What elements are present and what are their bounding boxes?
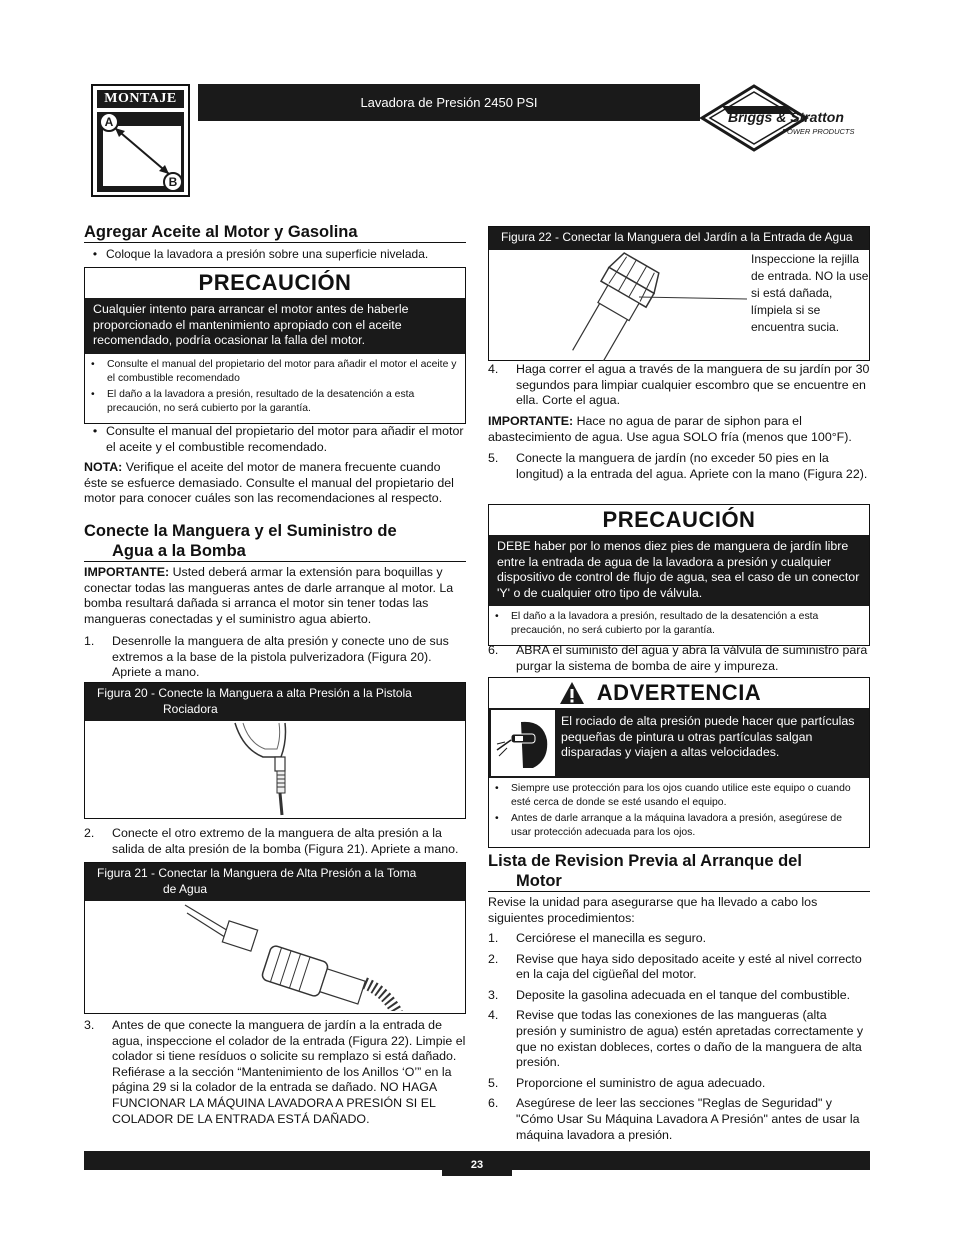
spray-gun-illustration bbox=[85, 721, 465, 817]
list-item: 1. Cerciórese el manecilla es seguro. bbox=[488, 931, 707, 945]
warning-heading: ADVERTENCIA bbox=[489, 678, 869, 708]
briggs-stratton-logo bbox=[698, 84, 870, 154]
checklist-intro: Revise la unidad para asegurarse que ha llevado a cabo los siguientes procedimientos: bbox=[488, 895, 818, 925]
caution-box-oil bbox=[84, 267, 466, 424]
checklist bbox=[488, 931, 870, 1143]
important-paragraph: IMPORTANTE: Hace no agua de parar de siphon para el abastecimiento de agua. Use agua SOLO fría (menos que 100°F). bbox=[488, 414, 852, 444]
list-item: 3. Deposite la gasolina adecuada en el tanque del combustible. bbox=[488, 987, 851, 1002]
warning-triangle-icon bbox=[559, 681, 585, 705]
figure-22 bbox=[488, 226, 870, 361]
caution-body: DEBE haber por lo menos diez pies de manguera de jardín libre entre la entrada de agua de la lavadora a presión y cualquier dispositivo de control de flujo de agua, sea el caso de un conector 'Y' o de cualquier otro tipo de válvula. bbox=[489, 535, 869, 606]
page-title: Lavadora de Presión 2450 PSI bbox=[198, 84, 700, 121]
caution-heading: PRECAUCIÓN bbox=[602, 507, 756, 532]
logo-text: Briggs & Stratton bbox=[728, 109, 844, 125]
section-title-water: Conecte la Manguera y el Suministro de Agua a la Bomba bbox=[84, 522, 397, 560]
list-item: 2. Revise que haya sido depositado aceite y esté al nivel correcto en la caja del cigüeñal del motor. bbox=[488, 951, 862, 982]
list-item: 4. Revise que todas las conexiones de las mangueras (alta presión y suministro de agua) estén apretadas correctamente y que no existan dobleces, cortes o daño de la manguera de alta presión. bbox=[488, 1008, 864, 1070]
assembly-icon bbox=[97, 112, 184, 192]
divider bbox=[84, 561, 466, 562]
caution-body: Cualquier intento para arrancar el motor antes de haberle proporcionado el mantenimiento apropiado con el aceite recomendado, podría ocasionar la falla del motor. bbox=[85, 298, 465, 354]
caution-heading: PRECAUCIÓN bbox=[198, 270, 352, 295]
step-1: 1. Desenrolle la manguera de alta presión y conecte uno de sus extremos a la base de la pistola pulverizadora (Figura 20). Apriete a mano. bbox=[84, 634, 449, 680]
badge-a: A bbox=[104, 115, 114, 129]
list-item: • Consulte el manual del propietario del motor para añadir el motor el aceite y el combustible recomendado bbox=[91, 358, 457, 384]
step-2: 2. Conecte el otro extremo de la manguera de alta presión a la salida de alta presión de la bomba (Figura 21). Apriete a mano. bbox=[84, 826, 459, 856]
list-item: • El daño a la lavadora a presión, resultado de la desatención a esta precaución, no será cubierto por la garantía. bbox=[91, 388, 415, 414]
figure-20 bbox=[84, 682, 466, 819]
logo-sub: POWER PRODUCTS bbox=[782, 127, 855, 136]
caution-items bbox=[85, 354, 465, 423]
figure-21 bbox=[84, 862, 466, 1014]
warning-body: El rociado de alta presión puede hacer que partículas pequeñas de pintura u otras partículas salgan disparadas y viajen a altas velocidades. bbox=[561, 714, 855, 760]
section-label: MONTAJE bbox=[97, 90, 184, 108]
eye-protection-icon bbox=[491, 710, 555, 776]
badge-b: B bbox=[168, 175, 178, 189]
step-4: 4. Haga correr el agua a través de la manguera de su jardín por 30 segundos para limpiar cualquier escombro que se encuentre en ella. Corte el agua. bbox=[488, 362, 870, 408]
figure-caption: Figura 20 - Conecte la Manguera a alta Presión a la Pistola Rociadora bbox=[85, 683, 465, 721]
water-inlet-illustration bbox=[489, 247, 749, 361]
caution-items bbox=[489, 606, 869, 645]
section-badge bbox=[91, 84, 190, 197]
divider bbox=[488, 891, 870, 892]
list-item: 5. Proporcione el suministro de agua adecuado. bbox=[488, 1075, 766, 1090]
warning-box bbox=[488, 677, 870, 848]
list-item: • Consulte el manual del propietario del motor para añadir el motor el aceite y el combustible recomendado. bbox=[92, 424, 464, 454]
figure-caption: Figura 21 - Conectar la Manguera de Alta Presión a la Toma de Agua bbox=[85, 863, 465, 901]
section-title-checklist: Lista de Revision Previa al Arranque del Motor bbox=[488, 852, 802, 890]
list-item: • Siempre use protección para los ojos cuando utilice este equipo o cuando esté cerca de donde se esté usando el equipo. bbox=[495, 783, 851, 808]
step-3: 3. Antes de que conecte la manguera de jardín a la entrada de agua, inspeccione el colador de la entrada (Figura 22). Limpie el colador si tiene resíduos o solicite su remplazo si está dañado. Refiérase a la sección “Mantenimiento de los Anillos ‘O’” en la página 29 si la colador de la entrada se dañado. NO HAGA FUNCIONAR LA MÁQUINA LAVADORA A PRESIÓN SI EL COLADOR DE LA ENTRADA ESTÁ DAÑADO. bbox=[84, 1018, 466, 1126]
list-item: 6. Asegúrese de leer las secciones "Reglas de Seguridad" y "Cómo Usar Su Máquina Lavadora A Presión" antes de usar la máquina lavadora a presión. bbox=[488, 1096, 860, 1142]
important-paragraph: IMPORTANTE: Usted deberá armar la extensión para boquillas y conectar todas las mangueras antes de darle arranque al motor. La bomba resultará dañada si arranca el motor sin tener todas las mangueras conectadas y el suministro agua abierto. bbox=[84, 565, 454, 626]
step-5: 5. Conecte la manguera de jardín (no exceder 50 pies en la longitud) a la entrada del agua. Apriete con la mano (Figura 22). bbox=[488, 451, 868, 481]
hose-connection-illustration bbox=[85, 901, 465, 1011]
warning-items bbox=[489, 778, 869, 847]
figure-caption: Figura 22 - Conectar la Manguera del Jardín a la Entrada de Agua bbox=[489, 227, 869, 250]
section-title-oil: Agregar Aceite al Motor y Gasolina bbox=[84, 223, 358, 241]
divider bbox=[84, 242, 466, 243]
caution-box-hose bbox=[488, 504, 870, 646]
step-6: 6. ABRA el suministo del agua y abra la válvula de suministro para purgar la sistema de bomba de aire y impureza. bbox=[488, 643, 868, 673]
list-item: • Coloque la lavadora a presión sobre una superficie nivelada. bbox=[92, 247, 429, 261]
figure-note: Inspeccione la rejilla de entrada. NO la use si está dañada, límpiela si se encuentra sucia. bbox=[751, 252, 869, 334]
note-paragraph: NOTA: Verifique el aceite del motor de manera frecuente cuando éste se esfuerce demasiado. Consulte el manual del propietario del motor para conocer cuáles son las recomendaciones al respecto. bbox=[84, 460, 454, 506]
list-item: • El daño a la lavadora a presión, resultado de la desatención a esta precaución, no será cubierto por la garantía. bbox=[495, 611, 819, 637]
list-item: • Antes de darle arranque a la máquina lavadora a presión, asegúrese de usar protección adecuada para los ojos. bbox=[495, 813, 842, 838]
page-number: 23 bbox=[442, 1151, 512, 1176]
warning-body-row bbox=[489, 708, 869, 778]
